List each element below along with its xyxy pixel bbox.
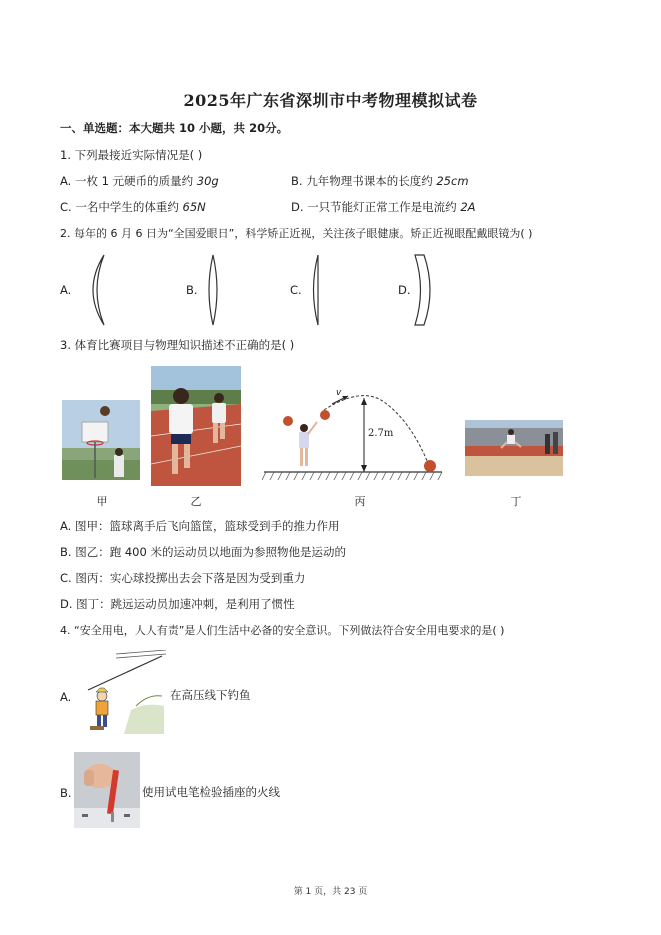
q3-option-c: C. 图丙：实心球投掷出去会下落是因为受到重力 <box>60 571 306 585</box>
q3-option-d: D. 图丁：跳远运动员加速冲刺，是利用了惯性 <box>60 597 295 611</box>
q1-option-c-value: 65N <box>182 200 206 214</box>
height-label: 2.7m <box>368 428 394 439</box>
q4-option-a-text: 在高压线下钓鱼 <box>170 688 251 702</box>
q4-option-b-text: 使用试电笔检验插座的火线 <box>142 785 280 799</box>
long-jump-figure <box>465 420 563 476</box>
q3-option-b: B. 图乙：跑 400 米的运动员以地面为参照物他是运动的 <box>60 545 346 559</box>
section-unit: 分。 <box>265 121 289 135</box>
q1-option-c <box>60 200 206 215</box>
q4-option-a-label: A. <box>60 690 72 704</box>
q1-option-d <box>291 200 476 215</box>
q1-stem: 1. 下列最接近实际情况是( ) <box>60 148 203 162</box>
velocity-label: v <box>336 388 342 398</box>
q2-option-d-label: D. <box>398 283 411 297</box>
q1-option-b <box>291 174 469 189</box>
q1-option-d-value: 2A <box>460 200 476 214</box>
page-title: 2025年广东省深圳市中考物理模拟试卷 <box>183 91 478 110</box>
q1-option-a <box>60 174 219 189</box>
test-pen-socket-figure <box>74 752 140 828</box>
shot-put-trajectory-figure <box>262 388 444 484</box>
q1-option-b-value: 25cm <box>436 174 469 188</box>
section-header <box>60 121 288 136</box>
q4-stem: 4. “安全用电，人人有责”是人们生活中必备的安全意识。下列做法符合安全用电要求的是( ) <box>60 624 505 637</box>
plano-convex-lens-icon <box>308 252 324 328</box>
section-label: 一、单选题：本大题共 <box>60 121 175 135</box>
q4-option-b-label: B. <box>60 786 72 800</box>
page-footer: 第 1 页，共 23 页 <box>293 887 368 897</box>
q3-stem: 3. 体育比赛项目与物理知识描述不正确的是( ) <box>60 338 295 352</box>
q2-option-b-label: B. <box>186 283 198 297</box>
q1-option-a-text: A. 一枚 1 元硬币的质量约 <box>60 174 194 188</box>
q1-option-b-text: B. 九年物理书课本的长度约 <box>291 174 433 188</box>
biconcave-lens-icon <box>412 252 434 328</box>
q1-option-c-text: C. 一名中学生的体重约 <box>60 200 179 214</box>
q2-option-c-label: C. <box>290 283 302 297</box>
section-count: 10 <box>179 121 196 135</box>
q3-option-a: A. 图甲：篮球离手后飞向篮筐，篮球受到手的推力作用 <box>60 519 340 533</box>
figure-label-yi: 乙 <box>190 495 202 508</box>
q2-option-a-label: A. <box>60 283 72 297</box>
fishing-under-power-line-figure <box>76 650 166 734</box>
figure-label-bing: 丙 <box>354 495 366 508</box>
q1-option-a-value: 30g <box>196 174 219 188</box>
q2-stem: 2. 每年的 6 月 6 日为“全国爱眼日”，科学矫正近视，关注孩子眼健康。矫正近视眼配戴眼镜为( ) <box>60 227 533 240</box>
section-mid: 小题，共 <box>199 121 246 135</box>
concave-meniscus-lens-icon <box>76 252 110 328</box>
q1-option-d-text: D. 一只节能灯正常工作是电流约 <box>291 200 457 214</box>
runners-figure <box>151 366 241 486</box>
figure-label-jia: 甲 <box>96 495 108 508</box>
basketball-shot-figure <box>62 400 140 480</box>
biconvex-lens-icon <box>203 252 223 328</box>
figure-label-ding: 丁 <box>510 495 522 508</box>
section-points: 20 <box>249 121 266 135</box>
